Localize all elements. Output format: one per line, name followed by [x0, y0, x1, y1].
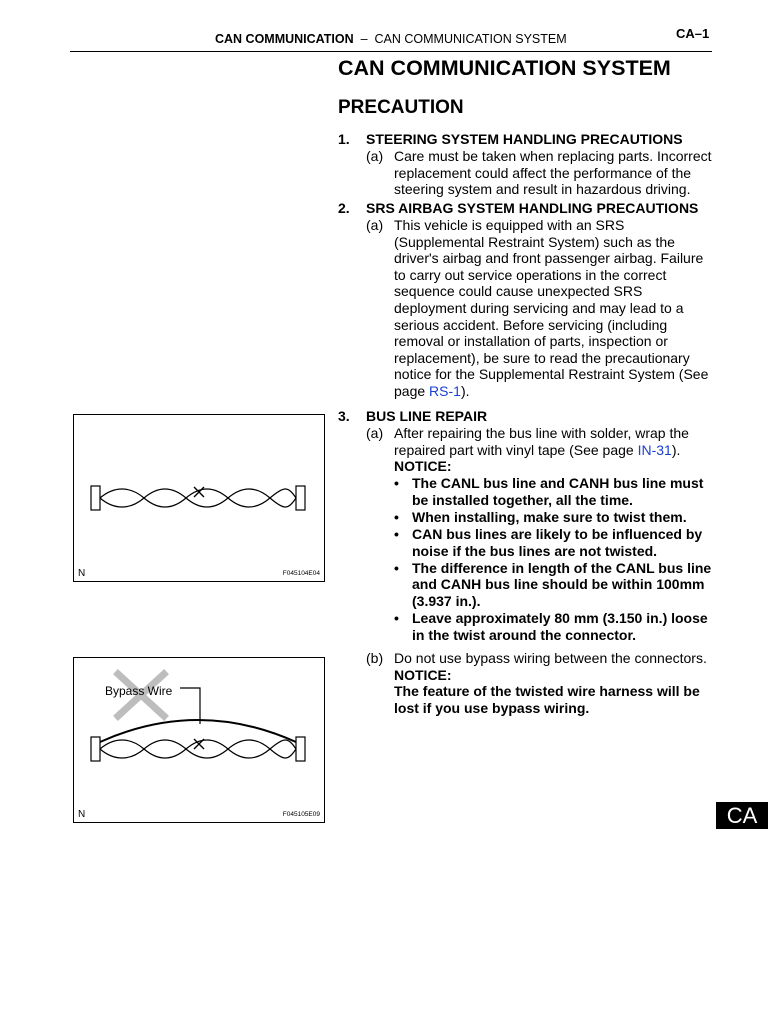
header-separator: – — [360, 32, 368, 46]
notice-bullet: • The CANL bus line and CANH bus line must be installed together, all the time. — [394, 475, 716, 508]
section-tab: CA — [716, 802, 768, 829]
notice-label: NOTICE: — [394, 666, 452, 683]
sub-text-part: This vehicle is equipped with an SRS (Supplemental Restraint System) such as the driver's airbag and front passenger airbag. Failure to carry out service operations in the correct sequence could cause unexpected SRS deployment during servicing and may lead to a serious accident. Before servicing (including removal or installation of parts, inspection or replacement), be sure to read the precautionary notice for the Supplemental Restraint System (See page — [394, 217, 709, 399]
left-connector — [91, 486, 100, 510]
bypass-wire-callout: Bypass Wire — [105, 684, 173, 698]
notice-text: The feature of the twisted wire harness will be lost if you use bypass wiring. — [394, 683, 700, 716]
sub-label: (a) — [366, 148, 384, 164]
figure-id: F045104E04 — [282, 570, 320, 577]
sub-text-part: After repairing the bus line with solder, wrap the repaired part with vinyl tape (See page — [394, 425, 689, 458]
section-title: PRECAUTION — [338, 97, 464, 118]
sub-label: (a) — [366, 425, 384, 441]
sub-text-part: ). — [671, 441, 681, 458]
notice-bullet: • When installing, make sure to twist them. — [394, 509, 716, 526]
step-heading: BUS LINE REPAIR — [366, 408, 488, 424]
page-number: CA–1 — [676, 26, 710, 41]
chapter-name: CAN COMMUNICATION — [215, 32, 354, 46]
notice-bullet: • Leave approximately 80 mm (3.150 in.) loose in the twist around the connector. — [394, 610, 716, 643]
solder-joint-mark — [194, 739, 204, 749]
step-number: 2. — [338, 200, 350, 216]
notice-bullet: • The difference in length of the CANL bus line and CANH bus line should be within 100mm (3.937 in.). — [394, 560, 716, 610]
sub-label: (a) — [366, 217, 384, 233]
sub-text: Care must be taken when replacing parts. Incorrect replacement could affect the performance of the steering system and result in hazardous driving. — [394, 148, 712, 198]
right-connector — [296, 486, 305, 510]
bypass-wire-illustration — [74, 658, 324, 822]
left-connector — [91, 737, 100, 761]
figure-corner-label: N — [78, 809, 86, 820]
sub-content — [394, 425, 716, 643]
step-number: 1. — [338, 131, 350, 147]
figure-bypass-wire — [73, 657, 325, 823]
bypass-wire — [100, 720, 296, 742]
page-header — [0, 0, 768, 52]
notice-bullet: • CAN bus lines are likely to be influenced by noise if the bus lines are not twisted. — [394, 526, 716, 559]
sub-text — [394, 217, 716, 400]
notice-label: NOTICE: — [394, 458, 452, 475]
sub-content — [394, 650, 716, 716]
document-title: CAN COMMUNICATION SYSTEM — [338, 56, 671, 80]
sub-label: (b) — [366, 650, 384, 666]
sub-text — [394, 425, 716, 458]
figure-corner-label: N — [78, 568, 86, 579]
twisted-pair-illustration — [74, 415, 324, 581]
callout-leader-line — [180, 688, 200, 724]
figure-id: F045105E09 — [282, 811, 320, 818]
reference-link[interactable]: RS-1 — [429, 382, 461, 399]
header-rule — [70, 51, 712, 52]
step-number: 3. — [338, 408, 350, 424]
sub-text-part: ). — [460, 382, 470, 399]
reference-link[interactable]: IN-31 — [637, 441, 672, 458]
section-name: CAN COMMUNICATION SYSTEM — [374, 32, 567, 46]
running-title — [215, 32, 567, 46]
figure-twisted-pair — [73, 414, 325, 582]
step-heading: SRS AIRBAG SYSTEM HANDLING PRECAUTIONS — [366, 200, 699, 216]
step-heading: STEERING SYSTEM HANDLING PRECAUTIONS — [366, 131, 683, 147]
right-connector — [296, 737, 305, 761]
sub-text: Do not use bypass wiring between the connectors. — [394, 650, 707, 666]
